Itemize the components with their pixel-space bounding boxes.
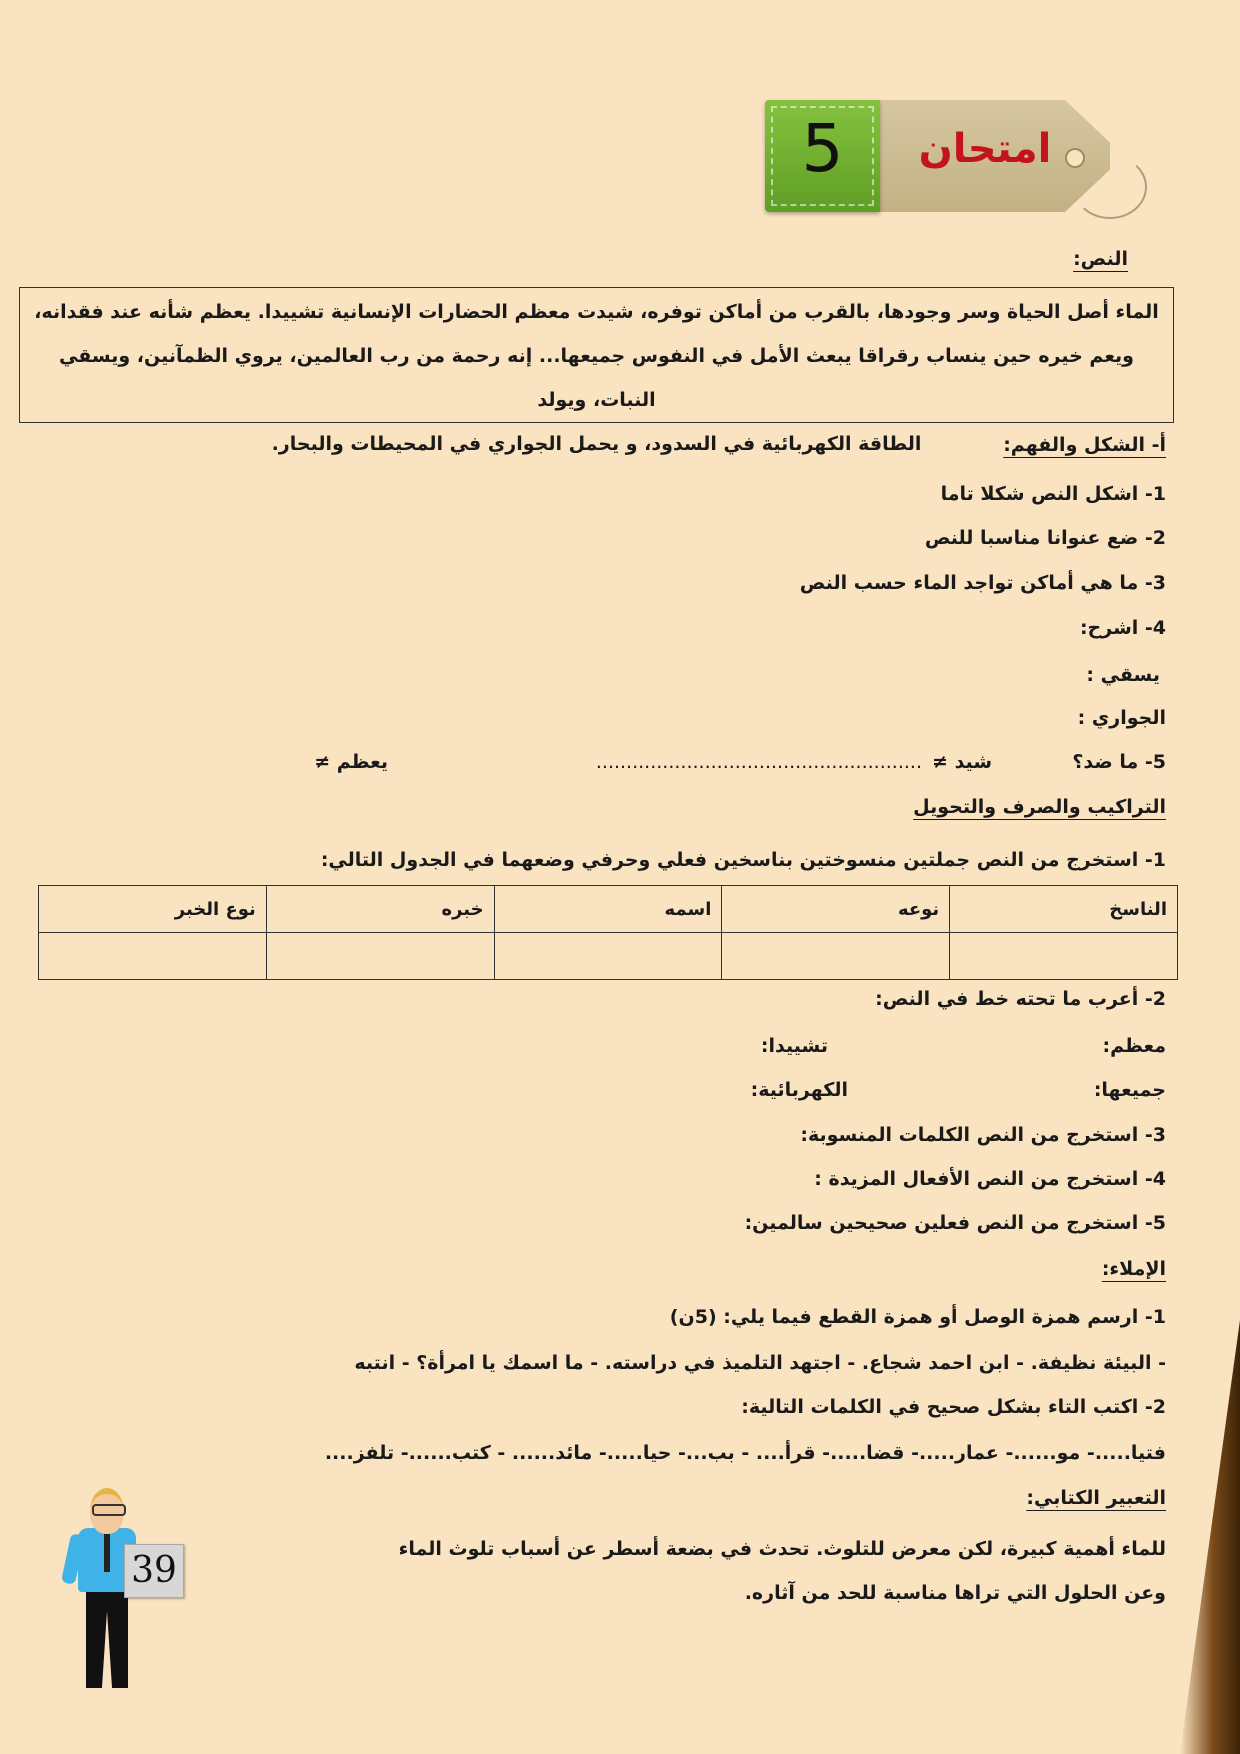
parse-word-1: معظم: — [1102, 1035, 1166, 1057]
section-form-comprehension: أ- الشكل والفهم: — [1003, 434, 1166, 456]
expression-prompt-line-1: للماء أهمية كبيرة، لكن معرض للتلوث. تحدث في بضعة أسطر عن أسباب تلوث الماء — [398, 1538, 1166, 1560]
table-answer-cell[interactable] — [266, 933, 494, 980]
question-2-3: 3- استخرج من النص الكلمات المنسوبة: — [800, 1124, 1166, 1146]
table-header-cell: الناسخ — [950, 886, 1178, 933]
section-dictation: الإملاء: — [1101, 1258, 1166, 1280]
page-number: 39 — [124, 1544, 184, 1598]
explain-word-1: يسقي : — [1086, 664, 1160, 686]
teacher-illustration — [60, 1488, 190, 1698]
table-answer-row — [39, 933, 1178, 980]
tag-string — [1073, 155, 1147, 219]
antonym-word-1: شيد ≠ — [932, 751, 992, 773]
section-structures: التراكيب والصرف والتحويل — [913, 796, 1166, 818]
parse-word-4: الكهربائية: — [750, 1079, 848, 1101]
abrogators-table — [38, 885, 1178, 980]
page-curl — [1180, 1320, 1240, 1754]
question-1-4: 4- اشرح: — [1079, 617, 1166, 639]
section-written-expression: التعبير الكتابي: — [1026, 1487, 1166, 1509]
table-header-cell: نوعه — [722, 886, 950, 933]
question-3-1: 1- ارسم همزة الوصل أو همزة القطع فيما يلي: (5ن) — [669, 1306, 1166, 1328]
question-1-1: 1- اشكل النص شكلا تاما — [940, 483, 1166, 505]
expression-prompt-line-2: وعن الحلول التي تراها مناسبة للحد من آثاره. — [744, 1582, 1166, 1604]
answer-dots: ...................................................... — [595, 751, 922, 773]
question-3-2: 2- اكتب التاء بشكل صحيح في الكلمات التالية: — [741, 1396, 1166, 1418]
question-2-5: 5- استخرج من النص فعلين صحيحين سالمين: — [744, 1212, 1166, 1234]
passage-line-1: الماء أصل الحياة وسر وجودها، بالقرب من أماكن توفره، شيدت معظم الحضارات الإنسانية تشييدا. يعظم شأنه عند فقدانه، — [34, 301, 1159, 323]
table-header-cell: خبره — [266, 886, 494, 933]
table-answer-cell[interactable] — [494, 933, 722, 980]
table-answer-cell[interactable] — [722, 933, 950, 980]
exam-tag — [765, 100, 1145, 212]
explain-word-2: الجواري : — [1077, 707, 1166, 729]
table-answer-cell[interactable] — [950, 933, 1178, 980]
passage-line-3: الطاقة الكهربائية في السدود، و يحمل الجواري في المحيطات والبحار. — [271, 433, 922, 455]
passage-line-2: ويعم خيره حين ينساب رقراقا يبعث الأمل في النفوس جميعها... إنه رحمة من رب العالمين، يروي الظمآنين، ويسقي النبات، ويولد — [58, 345, 1134, 411]
parse-word-3: جميعها: — [1093, 1079, 1166, 1101]
question-1-3: 3- ما هي أماكن تواجد الماء حسب النص — [799, 572, 1166, 594]
table-header-cell: اسمه — [494, 886, 722, 933]
text-heading: النص: — [1073, 248, 1128, 270]
question-2-4: 4- استخرج من النص الأفعال المزيدة : — [814, 1168, 1166, 1190]
question-2-1: 1- استخرج من النص جملتين منسوختين بناسخين فعلي وحرفي وضعهما في الجدول التالي: — [320, 849, 1166, 871]
antonym-word-2: يعظم ≠ — [314, 751, 388, 773]
question-2-2: 2- أعرب ما تحته خط في النص: — [875, 988, 1166, 1010]
question-1-5: 5- ما ضد؟ — [1072, 751, 1166, 773]
hamza-items: - البيئة نظيفة. - ابن احمد شجاع. - اجتهد التلميذ في دراسته. - ما اسمك يا امرأة؟ - انتبه — [354, 1352, 1166, 1374]
table-header-row — [39, 886, 1178, 933]
exam-number: 5 — [801, 110, 844, 187]
parse-word-2: تشييدا: — [760, 1035, 828, 1057]
question-1-2: 2- ضع عنوانا مناسبا للنص — [924, 527, 1166, 549]
table-answer-cell[interactable] — [39, 933, 267, 980]
table-header-cell: نوع الخبر — [39, 886, 267, 933]
taa-items: فتيا.....- مو......- عمار.....- قضا.....- قرأ.... - بب...- حيا.....- مائد...... - كتب......- تلفز.... — [324, 1442, 1166, 1464]
exam-title: امتحان — [918, 126, 1052, 172]
